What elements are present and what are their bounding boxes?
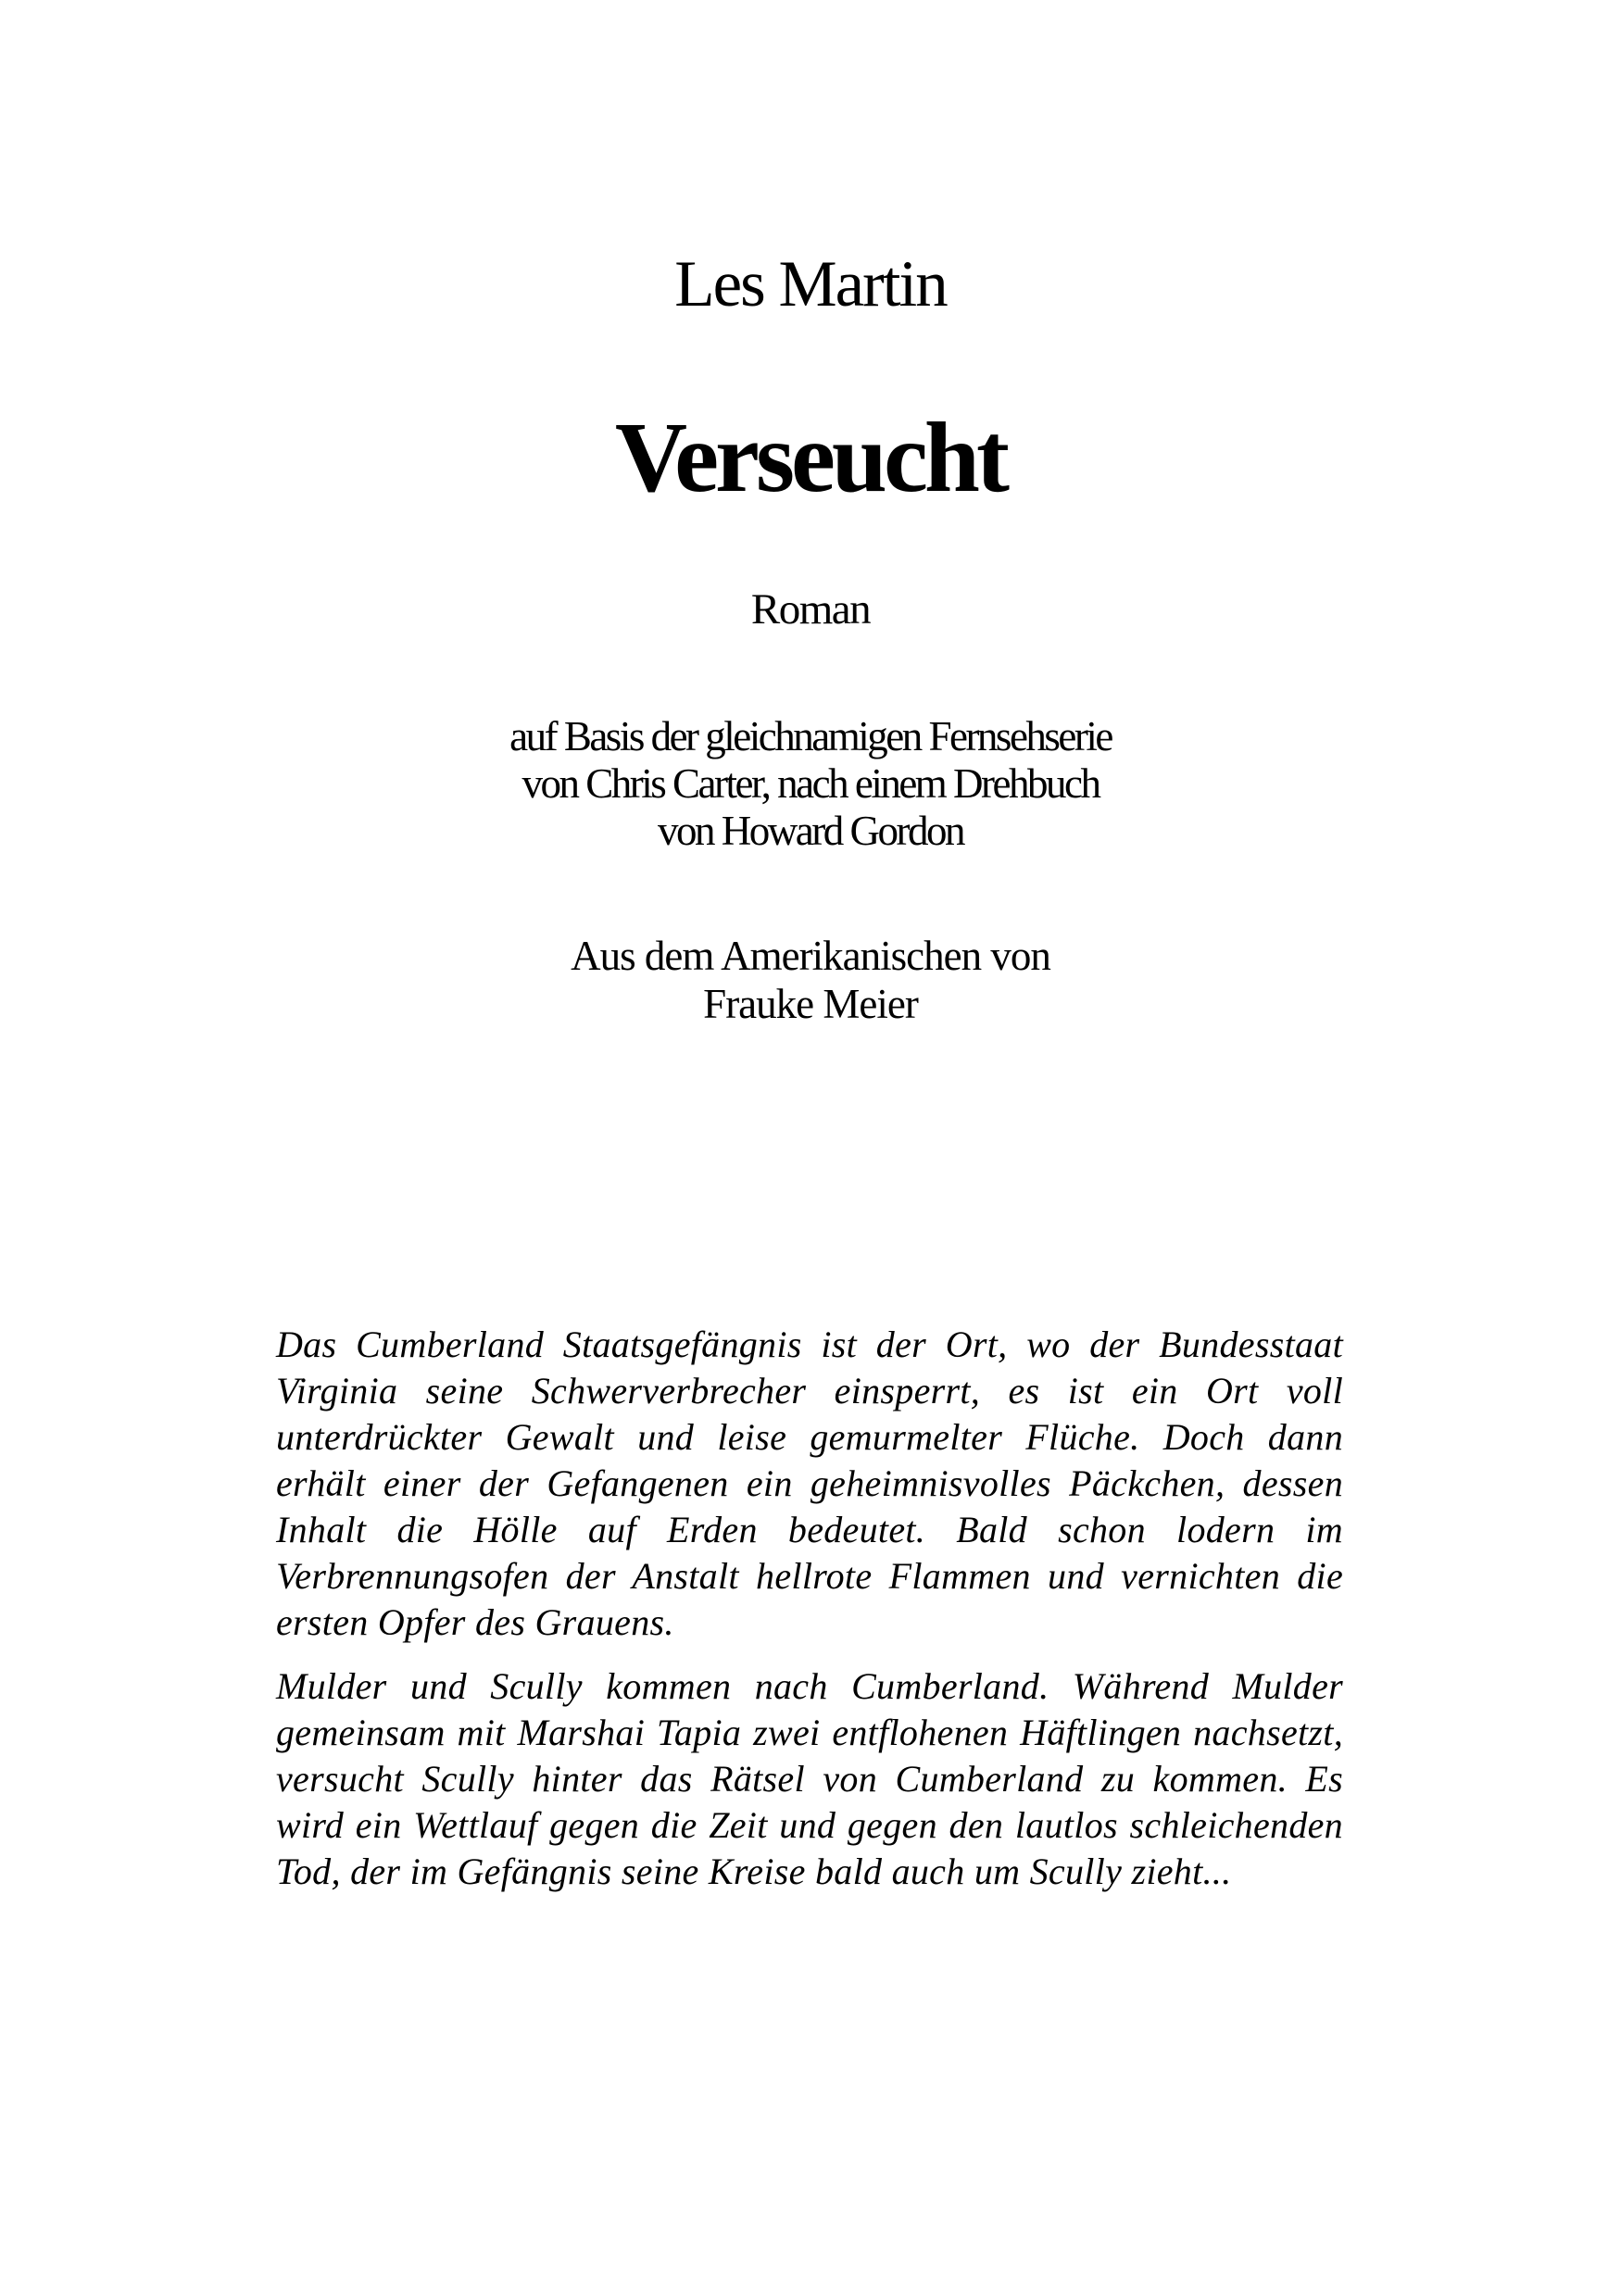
translator-name: Frauke Meier xyxy=(703,981,918,1027)
blurb-paragraph: Mulder und Scully kommen nach Cumberland. Während Mulder gemeinsam mit Marshai Tapia zwei entflohenen Häftlingen nachsetzt, versucht Scully hinter das Rätsel von Cumberland zu kommen. Es wird ein Wettlauf gegen die Zeit und gegen den lautlos schleichenden Tod, der im Gefängnis seine Kreise bald auch um Scully zieht... xyxy=(276,1665,1343,1892)
adaptation-credit xyxy=(0,713,1621,855)
blurb-text xyxy=(276,1322,1343,1913)
book-title: Verseucht xyxy=(615,403,1006,513)
adaptation-credit-line: von Howard Gordon xyxy=(658,808,963,854)
adaptation-credit-line: auf Basis der gleichnamigen Fernsehserie xyxy=(509,713,1112,759)
author-name: Les Martin xyxy=(674,248,947,320)
translation-credit xyxy=(0,932,1621,1028)
blurb-paragraph: Das Cumberland Staatsgefängnis ist der Ort, wo der Bundesstaat Virginia seine Schwerverbrecher einsperrt, es ist ein Ort voll unterdrückter Gewalt und leise gemurmelter Flüche. Doch dann erhält einer der Gefangenen ein geheimnisvolles Päckchen, dessen Inhalt die Hölle auf Erden bedeutet. Bald schon lodern im Verbrennungsofen der Anstalt hellrote Flammen und vernichten die ersten Opfer des Grauens. xyxy=(276,1324,1343,1643)
adaptation-credit-line: von Chris Carter, nach einem Drehbuch xyxy=(521,760,1100,807)
translation-credit-line: Aus dem Amerikanischen von xyxy=(571,933,1050,979)
genre-label: Roman xyxy=(750,585,871,634)
